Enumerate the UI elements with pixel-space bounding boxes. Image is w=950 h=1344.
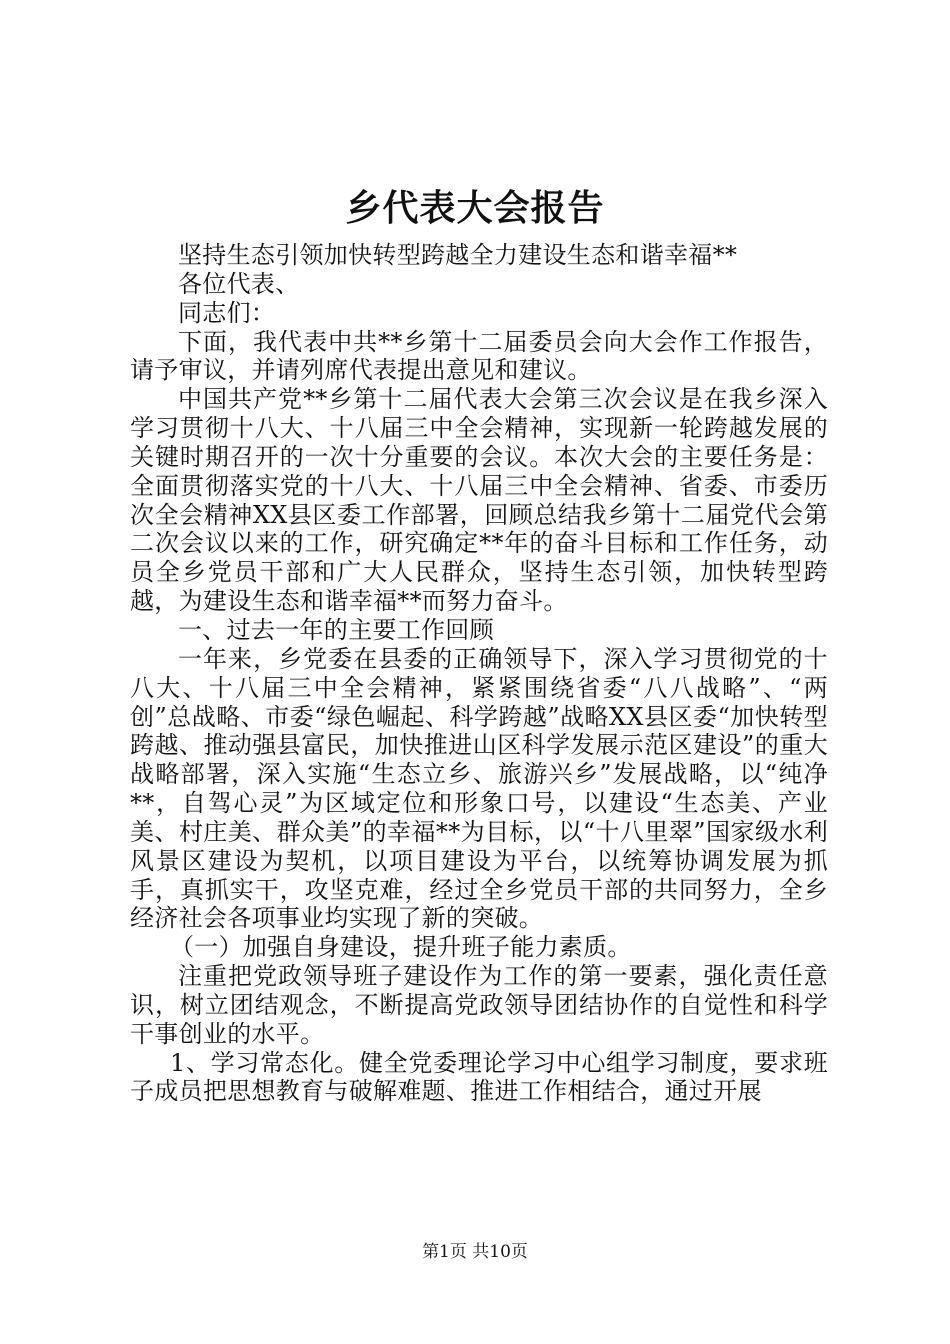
paragraph-study-regular: 1、学习常态化。健全党委理论学习中心组学习制度，要求班子成员把思想教育与破解难题、推进工作相结合，通过开展 [130,1048,828,1106]
document-body [130,241,828,1106]
document-title: 乡代表大会报告 [345,187,605,229]
paragraph-review: 一年来，乡党委在县委的正确领导下，深入学习贯彻党的十八大、十八届三中全会精神，紧紧围绕省委“八八战略”、“两创”总战略、市委“绿色崛起、科学跨越”战略XX县区委“加快转型跨越、推动强县富民，加快推进山区科学发展示范区建设”的重大战略部署，深入实施“生态立乡、旅游兴乡”发展战略，以“纯净**，自驾心灵”为区域定位和形象口号，以建设“生态美、产业美、村庄美、群众美”的幸福**为目标，以“十八里翠”国家级水利风景区建设为契机，以项目建设为平台，以统筹协调发展为抓手，真抓实干，攻坚克难，经过全乡党员干部的共同努力，全乡经济社会各项事业均实现了新的突破。 [130,644,828,933]
paragraph-team-building: 注重把党政领导班子建设作为工作的第一要素，强化责任意识，树立团结观念，不断提高党政领导团结协作的自觉性和科学干事创业的水平。 [130,962,828,1048]
paragraph-salutation-1: 各位代表、 [178,269,300,298]
paragraph-subtitle: 坚持生态引领加快转型跨越全力建设生态和谐幸福** [178,241,738,269]
page-footer: 第1页 共10页 [422,1242,528,1262]
subsection-heading-1: （一）加强自身建设，提升班子能力素质。 [170,933,632,962]
paragraph-meeting-purpose: 中国共产党**乡第十二届代表大会第三次会议是在我乡深入学习贯彻十八大、十八届三中全会精神，实现新一轮跨越发展的关键时期召开的一次十分重要的会议。本次大会的主要任务是：全面贯彻落实党的十八大、十八届三中全会精神、省委、市委历次全会精神XX县区委工作部署，回顾总结我乡第十二届党代会第二次会议以来的工作，研究确定**年的奋斗目标和工作任务，动员全乡党员干部和广大人民群众，坚持生态引领，加快转型跨越，为建设生态和谐幸福**而努力奋斗。 [130,385,828,616]
paragraph-salutation-2: 同志们： [178,298,276,327]
paragraph-intro: 下面，我代表中共**乡第十二届委员会向大会作工作报告，请予审议，并请列席代表提出意见和建议。 [130,327,828,385]
section-heading-1: 一、过去一年的主要工作回顾 [178,615,494,644]
